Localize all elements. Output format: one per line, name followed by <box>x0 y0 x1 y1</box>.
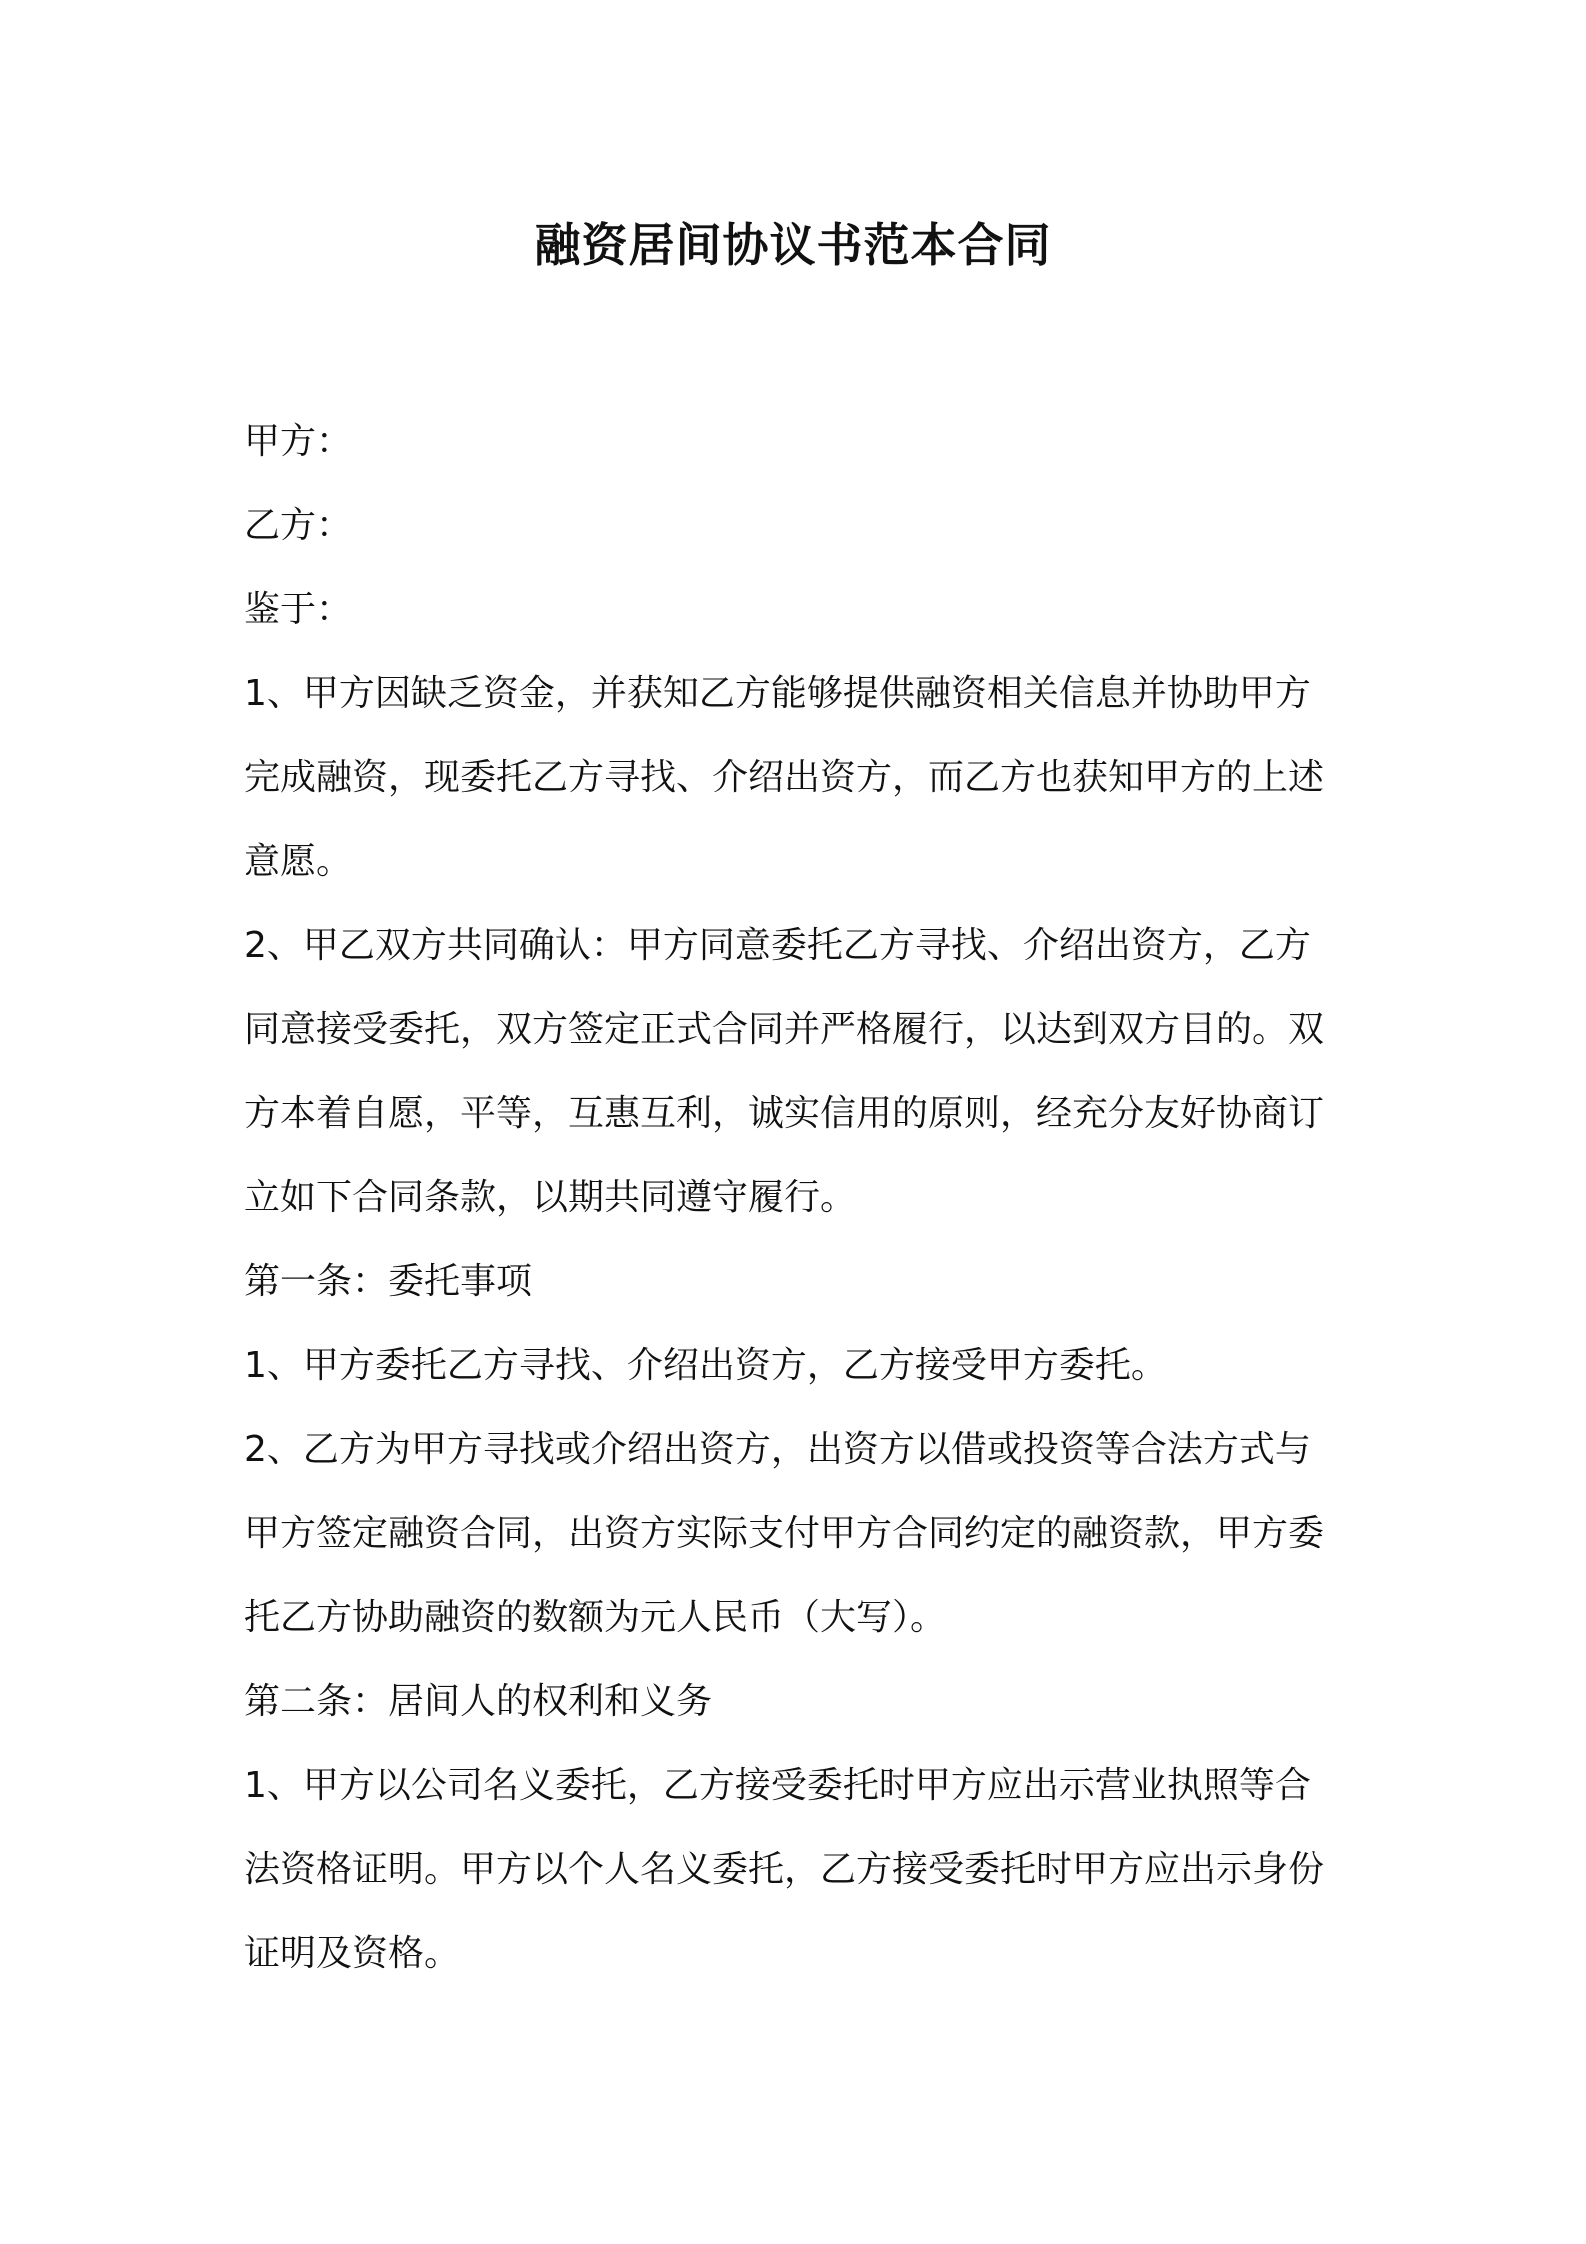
text-line: 1、甲方因缺乏资金，并获知乙方能够提供融资相关信息并协助甲方 <box>244 673 1311 714</box>
text-line: 法资格证明。甲方以个人名义委托，乙方接受委托时甲方应出示身份 <box>244 1849 1325 1890</box>
party-a-line: 甲方： <box>244 421 353 462</box>
text-line: 同意接受委托，双方签定正式合同并严格履行，以达到双方目的。双 <box>244 1009 1325 1050</box>
document-title: 融资居间协议书范本合同 <box>534 218 1052 272</box>
text-line: 2、乙方为甲方寻找或介绍出资方，出资方以借或投资等合法方式与 <box>244 1429 1311 1470</box>
text-line: 托乙方协助融资的数额为元人民币（大写）。 <box>244 1597 947 1638</box>
text-line: 完成融资，现委托乙方寻找、介绍出资方，而乙方也获知甲方的上述 <box>244 757 1325 798</box>
party-b-line: 乙方： <box>244 505 353 546</box>
text-line: 方本着自愿，平等，互惠互利，诚实信用的原则，经充分友好协商订 <box>244 1093 1325 1134</box>
document-body <box>244 400 1354 1996</box>
text-line: 1、甲方委托乙方寻找、介绍出资方，乙方接受甲方委托。 <box>244 1345 1167 1386</box>
text-line: 证明及资格。 <box>244 1933 461 1974</box>
text-line: 2、甲乙双方共同确认：甲方同意委托乙方寻找、介绍出资方，乙方 <box>244 925 1311 966</box>
text-line: 甲方签定融资合同，出资方实际支付甲方合同约定的融资款，甲方委 <box>244 1513 1325 1554</box>
text-line: 1、甲方以公司名义委托，乙方接受委托时甲方应出示营业执照等合 <box>244 1765 1311 1806</box>
article-1-heading: 第一条：委托事项 <box>244 1261 533 1302</box>
whereas-line: 鉴于： <box>244 589 353 630</box>
article-2-heading: 第二条：居间人的权利和义务 <box>244 1681 713 1722</box>
text-line: 立如下合同条款，以期共同遵守履行。 <box>244 1177 857 1218</box>
text-line: 意愿。 <box>244 841 353 882</box>
